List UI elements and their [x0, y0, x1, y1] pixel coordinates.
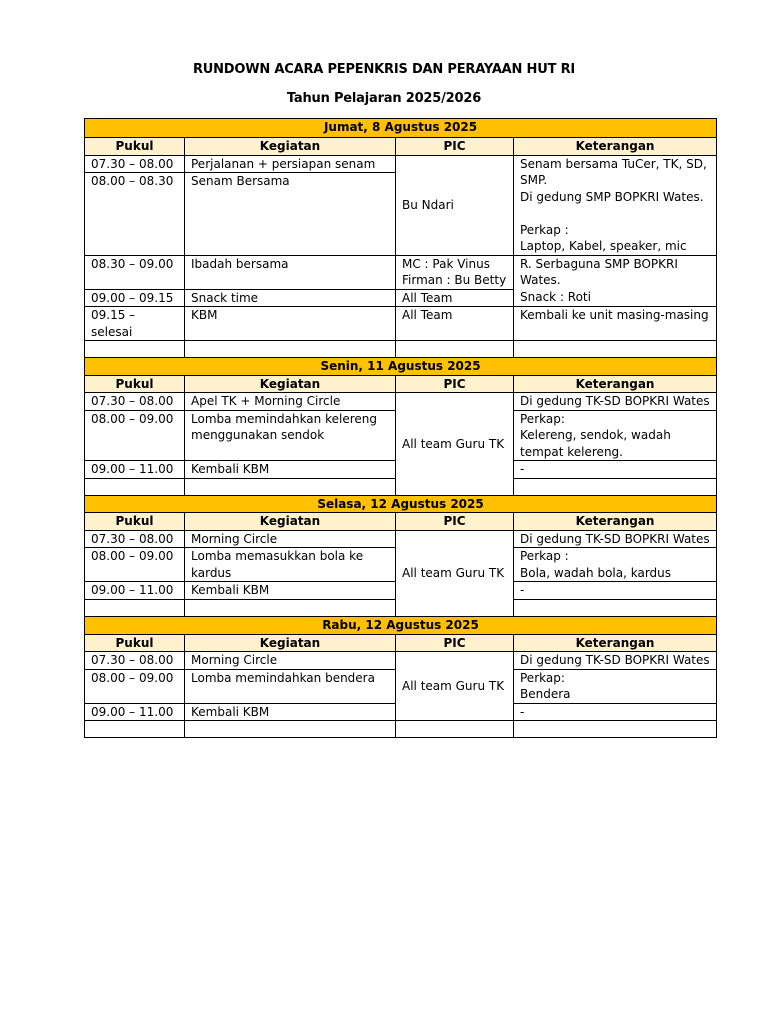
document-title: RUNDOWN ACARA PEPENKRIS DAN PERAYAAN HUT RI — [192, 62, 576, 77]
keterangan-cell: Senam bersama TuCer, TK, SD, SMP. Di gedung SMP BOPKRI Wates. Perkap : Laptop, Kabel, speaker, mic — [514, 155, 717, 255]
table-row — [85, 255, 717, 289]
column-header-row — [85, 138, 717, 156]
kegiatan-cell: Snack time — [185, 289, 396, 307]
pukul-cell: 07.30 – 08.00 — [85, 530, 185, 548]
pukul-cell: 08.00 – 09.00 — [85, 669, 185, 703]
document-subtitle: Tahun Pelajaran 2025/2026 — [286, 91, 482, 106]
keterangan-cell: Kembali ke unit masing-masing — [514, 307, 717, 341]
column-header-row — [85, 513, 717, 531]
keterangan-cell: - — [514, 703, 717, 721]
keterangan-cell: R. Serbaguna SMP BOPKRI Wates. Snack : Roti — [514, 255, 717, 307]
keterangan-cell: - — [514, 582, 717, 600]
pukul-cell: 09.00 – 11.00 — [85, 703, 185, 721]
kegiatan-cell: Kembali KBM — [185, 703, 396, 721]
pic-cell: MC : Pak Vinus Firman : Bu Betty — [396, 255, 514, 289]
header-keterangan: Keterangan — [514, 138, 717, 156]
pukul-cell: 09.00 – 09.15 — [85, 289, 185, 307]
pic-cell: All Team — [396, 307, 514, 341]
day-title: Selasa, 12 Agustus 2025 — [85, 495, 717, 513]
header-pic: PIC — [396, 513, 514, 531]
kegiatan-cell: Lomba memindahkan kelereng menggunakan sendok — [185, 410, 396, 461]
keterangan-cell: Di gedung TK-SD BOPKRI Wates — [514, 393, 717, 411]
header-pukul: Pukul — [85, 634, 185, 652]
header-pic: PIC — [396, 634, 514, 652]
table-row — [85, 307, 717, 341]
pic-cell: All team Guru TK — [396, 652, 514, 721]
rundown-table — [84, 118, 717, 738]
kegiatan-cell: Perjalanan + persiapan senam — [185, 155, 396, 173]
kegiatan-cell: Kembali KBM — [185, 461, 396, 479]
header-kegiatan: Kegiatan — [185, 513, 396, 531]
table-row — [85, 155, 717, 173]
kegiatan-cell: KBM — [185, 307, 396, 341]
pukul-cell: 08.30 – 09.00 — [85, 255, 185, 289]
table-row — [85, 393, 717, 411]
day-title: Jumat, 8 Agustus 2025 — [85, 119, 717, 138]
header-pic: PIC — [396, 375, 514, 393]
pukul-cell: 08.00 – 09.00 — [85, 548, 185, 582]
kegiatan-cell: Lomba memindahkan bendera — [185, 669, 396, 703]
keterangan-cell: - — [514, 461, 717, 479]
day-title: Rabu, 12 Agustus 2025 — [85, 616, 717, 634]
table-row — [85, 652, 717, 670]
pukul-cell: 07.30 – 08.00 — [85, 652, 185, 670]
header-pukul: Pukul — [85, 375, 185, 393]
header-kegiatan: Kegiatan — [185, 138, 396, 156]
header-kegiatan: Kegiatan — [185, 375, 396, 393]
pukul-cell: 07.30 – 08.00 — [85, 393, 185, 411]
pic-cell: Bu Ndari — [396, 155, 514, 255]
pukul-cell: 08.00 – 08.30 — [85, 173, 185, 255]
keterangan-cell: Di gedung TK-SD BOPKRI Wates — [514, 530, 717, 548]
pukul-cell: 08.00 – 09.00 — [85, 410, 185, 461]
header-pic: PIC — [396, 138, 514, 156]
header-keterangan: Keterangan — [514, 375, 717, 393]
column-header-row — [85, 375, 717, 393]
keterangan-cell: Perkap: Bendera — [514, 669, 717, 703]
keterangan-cell: Di gedung TK-SD BOPKRI Wates — [514, 652, 717, 670]
kegiatan-cell: Morning Circle — [185, 652, 396, 670]
empty-row — [85, 721, 717, 738]
day-header-row — [85, 495, 717, 513]
header-pukul: Pukul — [85, 138, 185, 156]
day-header-row — [85, 119, 717, 138]
kegiatan-cell: Senam Bersama — [185, 173, 396, 255]
pukul-cell: 09.00 – 11.00 — [85, 582, 185, 600]
kegiatan-cell: Morning Circle — [185, 530, 396, 548]
pic-cell: All team Guru TK — [396, 393, 514, 496]
kegiatan-cell: Lomba memasukkan bola ke kardus — [185, 548, 396, 582]
keterangan-cell: Perkap: Kelereng, sendok, wadah tempat kelereng. — [514, 410, 717, 461]
header-kegiatan: Kegiatan — [185, 634, 396, 652]
pukul-cell: 09.15 – selesai — [85, 307, 185, 341]
pukul-cell: 07.30 – 08.00 — [85, 155, 185, 173]
header-pukul: Pukul — [85, 513, 185, 531]
pic-cell: All team Guru TK — [396, 530, 514, 616]
pukul-cell: 09.00 – 11.00 — [85, 461, 185, 479]
header-keterangan: Keterangan — [514, 513, 717, 531]
kegiatan-cell: Kembali KBM — [185, 582, 396, 600]
header-keterangan: Keterangan — [514, 634, 717, 652]
day-header-row — [85, 616, 717, 634]
keterangan-cell: Perkap : Bola, wadah bola, kardus — [514, 548, 717, 582]
kegiatan-cell: Apel TK + Morning Circle — [185, 393, 396, 411]
pic-cell: All Team — [396, 289, 514, 307]
day-header-row — [85, 358, 717, 376]
empty-row — [85, 341, 717, 358]
day-title: Senin, 11 Agustus 2025 — [85, 358, 717, 376]
table-row — [85, 530, 717, 548]
kegiatan-cell: Ibadah bersama — [185, 255, 396, 289]
column-header-row — [85, 634, 717, 652]
